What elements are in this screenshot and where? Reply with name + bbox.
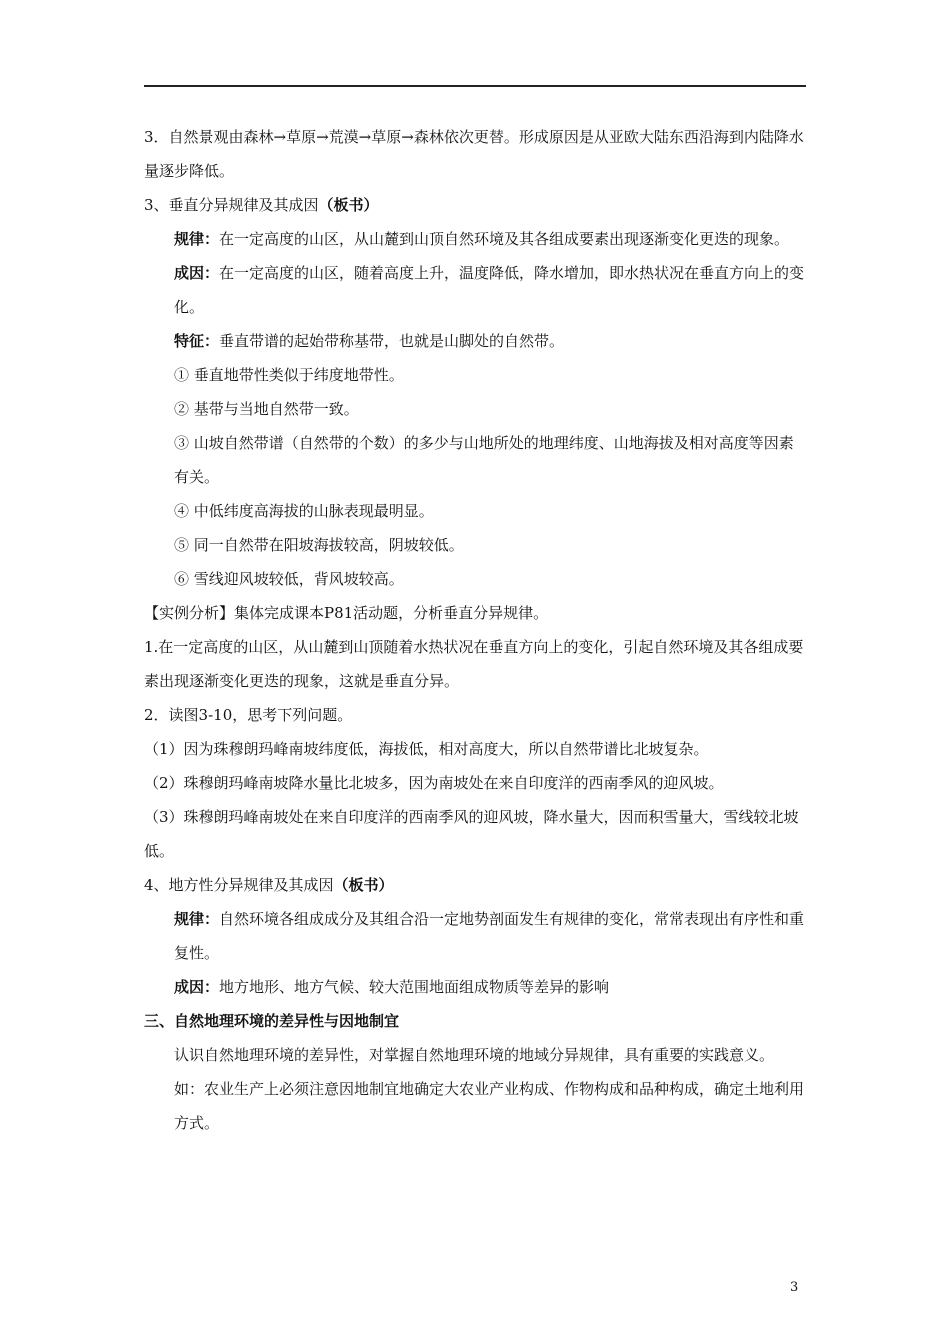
paragraph-vertical-cause: 成因：在一定高度的山区，随着高度上升，温度降低，降水增加，即水热状况在垂直方向上的变化。 [174,264,805,316]
paragraph-vertical-features: 特征：垂直带谱的起始带称基带，也就是山脚处的自然带。 [174,332,565,350]
feature-item-6: ⑥ 雪线迎风坡较低，背风坡较高。 [174,570,404,588]
heading-vertical-differentiation: 3、垂直分异规律及其成因（板书） [144,196,379,214]
feature-item-3: ③ 山坡自然带谱（自然带的个数）的多少与山地所处的地理纬度、山地海拔及相对高度等因素有关。 [174,434,794,486]
header-rule [144,85,806,87]
feature-item-2: ② 基带与当地自然带一致。 [174,400,359,418]
page-number: 3 [790,1280,799,1295]
paragraph-practical-significance: 认识自然地理环境的差异性，对掌握自然地理环境的地域分异规律，具有重要的实践意义。 [174,1046,775,1064]
case-answer-2-1: （1）因为珠穆朗玛峰南坡纬度低，海拔低，相对高度大，所以自然带谱比北坡复杂。 [144,740,709,758]
case-answer-2-3: （3）珠穆朗玛峰南坡处在来自印度洋的西南季风的迎风坡，降水量大，因而积雪量大，雪线较北坡低。 [144,808,799,860]
feature-item-4: ④ 中低纬度高海拔的山脉表现最明显。 [174,502,434,520]
paragraph-vertical-rule: 规律：在一定高度的山区，从山麓到山顶自然环境及其各组成要素出现逐渐变化更迭的现象。 [174,230,790,248]
case-question-2: 2．读图3-10，思考下列问题。 [144,706,353,724]
document-body [144,120,806,1140]
paragraph-agriculture-example: 如：农业生产上必须注意因地制宜地确定大农业产业构成、作物构成和品种构成，确定土地利用方式。 [174,1080,805,1132]
paragraph-local-cause: 成因：地方地形、地方气候、较大范围地面组成物质等差异的影响 [174,978,610,996]
feature-item-1: ① 垂直地带性类似于纬度地带性。 [174,366,404,384]
case-analysis-intro: 【实例分析】集体完成课本P81活动题，分析垂直分异规律。 [144,604,549,622]
paragraph-local-rule: 规律：自然环境各组成成分及其组合沿一定地势剖面发生有规律的变化，常常表现出有序性和重复性。 [174,910,805,962]
paragraph-landscape-sequence: 3．自然景观由森林→草原→荒漠→草原→森林依次更替。形成原因是从亚欧大陆东西沿海到内陆降水量逐步降低。 [144,128,804,180]
case-answer-1: 1.在一定高度的山区，从山麓到山顶随着水热状况在垂直方向上的变化，引起自然环境及其各组成要素出现逐渐变化更迭的现象，这就是垂直分异。 [144,638,804,690]
case-answer-2-2: （2）珠穆朗玛峰南坡降水量比北坡多，因为南坡处在来自印度洋的西南季风的迎风坡。 [144,774,724,792]
feature-item-5: ⑤ 同一自然带在阳坡海拔较高，阴坡较低。 [174,536,464,554]
section-heading-3: 三、自然地理环境的差异性与因地制宜 [144,1012,400,1030]
heading-local-differentiation: 4、地方性分异规律及其成因（板书） [144,876,394,894]
